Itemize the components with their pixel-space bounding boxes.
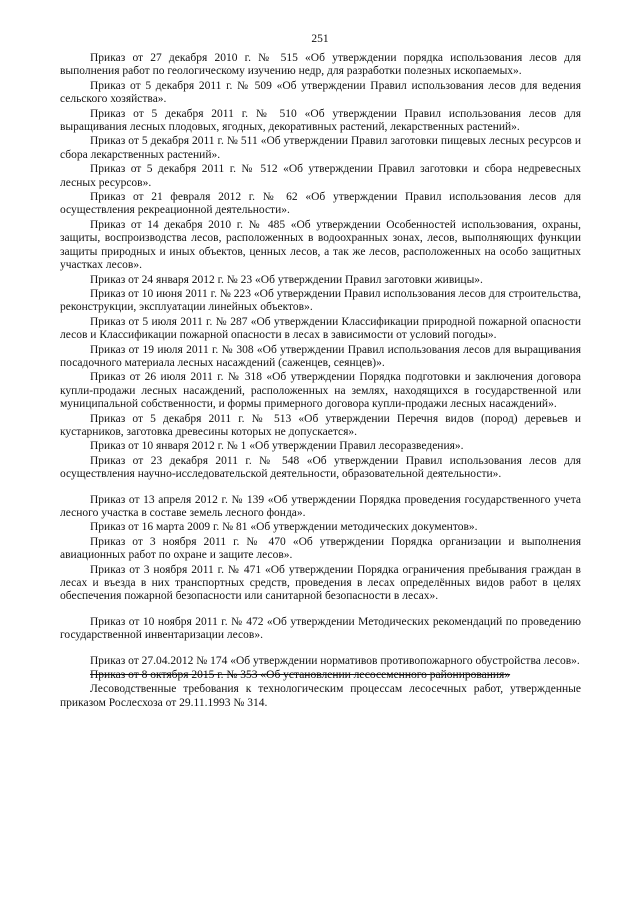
paragraph: Приказ от 13 апреля 2012 г. № 139 «Об утверждении Порядка проведения государственного учета лесного участка в составе земель лесного фонда». bbox=[60, 493, 581, 519]
paragraph: Приказ от 10 ноября 2011 г. № 472 «Об утверждении Методических рекомендаций по проведению государственной инвентаризации лесов». bbox=[60, 615, 581, 642]
paragraph: Приказ от 26 июля 2011 г. № 318 «Об утверждении Порядка подготовки и заключения договора купли-продажи лесных насаждений, расположенных на землях, находящихся в государственной или муниципальной собственности, и формы примерного договора купли-продажи лесных насаждений». bbox=[60, 371, 581, 411]
paragraph: Приказ от 14 декабря 2010 г. № 485 «Об утверждении Особенностей использования, охраны, защиты, воспроизводства лесов, расположенных в водоохранных зонах, лесов, выполняющих функции защиты природных и иных объектов, ценных лесов, а так же лесов, расположенных на особо защитных участках лесов». bbox=[60, 218, 581, 272]
paragraph: Приказ от 5 декабря 2011 г. № 510 «Об утверждении Правил использования лесов для выращивания лесных плодовых, ягодных, декоративных растений, лекарственных растений». bbox=[60, 107, 581, 134]
paragraph: Приказ от 21 февраля 2012 г. № 62 «Об утверждении Правил использования лесов для осуществления рекреационной деятельности». bbox=[60, 191, 581, 217]
struck-paragraph: Приказ от 8 октября 2015 г. № 353 «Об установлении лесосеменного районирования» bbox=[90, 669, 511, 682]
paragraph: Приказ от 5 декабря 2011 г. № 513 «Об утверждении Перечня видов (пород) деревьев и кустарников, заготовка древесины которых не допускается». bbox=[60, 412, 581, 438]
paragraph: Лесоводственные требования к технологическим процессам лесосечных работ, утвержденные приказом Рослесхоза от 29.11.1993 № 314. bbox=[60, 683, 581, 709]
paragraph: Приказ от 23 декабря 2011 г. № 548 «Об утверждении Правил использования лесов для осуществления научно-исследовательской деятельности, образовательной деятельности». bbox=[60, 454, 581, 481]
paragraph: Приказ от 27 декабря 2010 г. № 515 «Об утверждении порядка использования лесов для выполнения работ по геологическому изучению недр, для разработки полезных ископаемых». bbox=[60, 52, 581, 78]
paragraph: Приказ от 5 декабря 2011 г. № 511 «Об утверждении Правил заготовки пищевых лесных ресурсов и сбора лекарственных растений». bbox=[60, 135, 581, 161]
paragraph: Приказ от 24 января 2012 г. № 23 «Об утверждении Правил заготовки живицы». bbox=[90, 273, 483, 286]
paragraph: Приказ от 5 декабря 2011 г. № 512 «Об утверждении Правил заготовки и сбора недревесных лесных ресурсов». bbox=[60, 163, 581, 189]
paragraph: Приказ от 27.04.2012 № 174 «Об утверждении нормативов противопожарного обустройства лесов». bbox=[90, 654, 580, 667]
paragraph: Приказ от 10 января 2012 г. № 1 «Об утверждении Правил лесоразведения». bbox=[90, 440, 464, 453]
paragraph: Приказ от 5 июля 2011 г. № 287 «Об утверждении Классификации природной пожарной опасности лесов и Классификации пожарной опасности в лесах в зависимости от условий погоды». bbox=[60, 315, 581, 342]
paragraph: Приказ от 3 ноября 2011 г. № 470 «Об утверждении Порядка организации и выполнения авиационных работ по охране и защите лесов». bbox=[60, 535, 581, 562]
paragraph: Приказ от 5 декабря 2011 г. № 509 «Об утверждении Правил использования лесов для ведения сельского хозяйства». bbox=[60, 79, 581, 106]
paragraph: Приказ от 10 июня 2011 г. № 223 «Об утверждении Правил использования лесов для строительства, реконструкции, эксплуатации линейных объектов». bbox=[60, 287, 581, 314]
page-number: 251 bbox=[311, 33, 329, 45]
document-body bbox=[60, 52, 581, 711]
paragraph: Приказ от 16 марта 2009 г. № 81 «Об утверждении методических документов». bbox=[90, 521, 478, 534]
paragraph: Приказ от 3 ноября 2011 г. № 471 «Об утверждении Порядка ограничения пребывания граждан в лесах и въезда в них транспортных средств, проведения в лесах определённых видов работ в целях обеспечения пожарной безопасности или санитарной безопасности в лесах». bbox=[60, 563, 581, 603]
paragraph: Приказ от 19 июля 2011 г. № 308 «Об утверждении Правил использования лесов для выращивания посадочного материала лесных насаждений (саженцев, сеянцев)». bbox=[60, 343, 581, 369]
